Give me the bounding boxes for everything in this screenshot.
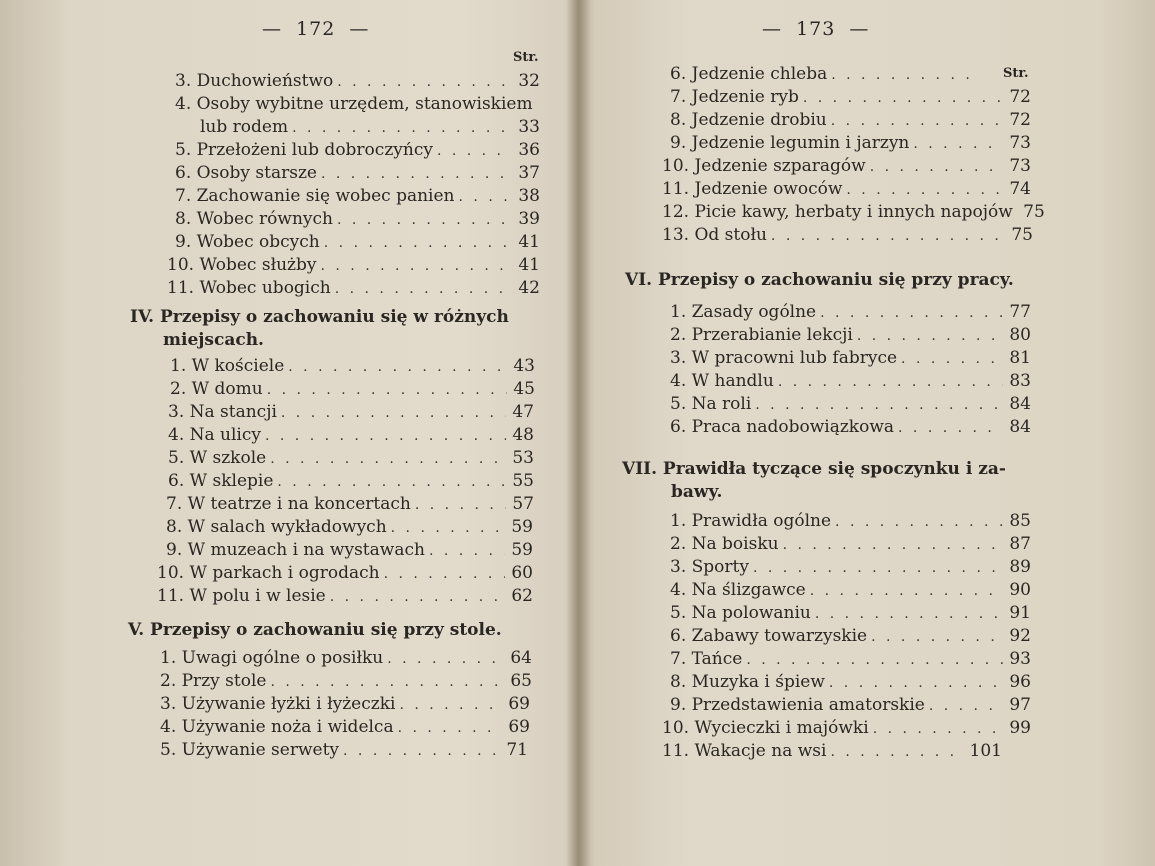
toc-entry-label: 9. W muzeach i na wystawach	[166, 540, 425, 560]
toc-entry-label: 7. Jedzenie ryb	[670, 87, 799, 107]
toc-entry-page: 48	[512, 425, 534, 445]
toc-entry-label: 7. W teatrze i na koncertach	[166, 494, 411, 514]
toc-entry-page: 81	[1009, 348, 1031, 368]
toc-entry	[160, 647, 532, 670]
toc-leader-dots	[281, 402, 506, 424]
section-heading-continued: miejscach.	[163, 330, 264, 350]
page-number: — 173 —	[762, 18, 870, 40]
toc-entry-label: 11. W polu i w lesie	[157, 586, 326, 606]
toc-entry	[670, 556, 1031, 579]
toc-entry-label: 1. Uwagi ogólne o posiłku	[160, 648, 384, 668]
toc-entry-page: 101	[969, 741, 1002, 761]
toc-entry	[166, 539, 533, 562]
toc-entry-page: 45	[513, 379, 535, 399]
toc-entry	[167, 254, 540, 277]
section-heading: V. Przepisy o zachowaniu się przy stole.	[128, 620, 502, 640]
toc-entry-label: 11. Jedzenie owoców	[662, 179, 843, 199]
toc-leader-dots	[901, 348, 1003, 370]
toc-entry	[662, 155, 1031, 178]
toc-entry-label: 5. Na roli	[670, 394, 752, 414]
toc-entry-page: 59	[511, 540, 533, 560]
toc-entry-page: 64	[510, 648, 532, 668]
toc-entry-page: 55	[512, 471, 534, 491]
toc-entry-label: 10. Jedzenie szparagów	[662, 156, 866, 176]
toc-leader-dots	[387, 648, 504, 670]
section-heading: IV. Przepisy o zachowaniu się w różnych	[130, 307, 509, 327]
toc-entry	[670, 510, 1031, 533]
toc-entry	[160, 670, 532, 693]
toc-leader-dots	[829, 672, 1003, 694]
toc-entry-page: 69	[508, 717, 530, 737]
toc-leader-dots	[277, 471, 506, 493]
toc-leader-dots	[335, 278, 512, 300]
toc-entry	[670, 109, 1031, 132]
toc-entry	[160, 739, 528, 762]
toc-leader-dots	[810, 580, 1003, 602]
toc-entry-label: 4. Na ulicy	[168, 425, 261, 445]
toc-entry-page: 60	[511, 563, 533, 583]
toc-leader-dots	[771, 225, 1005, 247]
toc-entry-page: 75	[1011, 225, 1033, 245]
toc-entry-label: 1. Zasady ogólne	[670, 302, 817, 322]
toc-leader-dots	[267, 379, 507, 401]
toc-entry	[670, 625, 1031, 648]
toc-entry-page: 42	[518, 278, 540, 298]
toc-entry	[662, 224, 1033, 247]
toc-entry	[170, 378, 535, 401]
toc-entry	[662, 201, 1045, 224]
toc-entry	[662, 717, 1031, 740]
toc-entry-label: 3. Używanie łyżki i łyżeczki	[160, 694, 396, 714]
toc-entry-page: 85	[1009, 511, 1031, 531]
toc-entry	[670, 671, 1031, 694]
toc-entry-label: 4. Używanie noża i widelca	[160, 717, 394, 737]
toc-entry	[670, 301, 1031, 324]
toc-entry-page: 80	[1009, 325, 1031, 345]
toc-entry	[662, 740, 1002, 763]
toc-entry-label: 9. Jedzenie legumin i jarzyn	[670, 133, 910, 153]
toc-leader-dots	[803, 87, 1003, 109]
toc-entry-label: 10. Wycieczki i majówki	[662, 718, 869, 738]
toc-leader-dots	[783, 534, 1003, 556]
toc-entry-page: 57	[512, 494, 534, 514]
toc-entry-page: 47	[512, 402, 534, 422]
toc-entry-label: 8. Jedzenie drobiu	[670, 110, 827, 130]
toc-entry-label: 4. Na ślizgawce	[670, 580, 806, 600]
toc-leader-dots	[321, 163, 512, 185]
toc-entry-label: 5. Używanie serwety	[160, 740, 340, 760]
toc-entry-label: 11. Wobec ubogich	[167, 278, 331, 298]
toc-entry-label: 5. W szkole	[168, 448, 267, 468]
toc-entry	[175, 162, 540, 185]
toc-leader-dots	[343, 740, 500, 762]
toc-entry-label: 6. Jedzenie chleba	[670, 64, 828, 84]
toc-entry-page: 84	[1009, 417, 1031, 437]
page-number: — 172 —	[262, 18, 370, 40]
toc-entry-page: 96	[1009, 672, 1031, 692]
toc-entry	[670, 370, 1031, 393]
toc-entry-page: 43	[513, 356, 535, 376]
toc-leader-dots	[929, 695, 1003, 717]
toc-leader-dots	[415, 494, 506, 516]
page-column-header: Str.	[1003, 66, 1029, 81]
toc-entry	[157, 585, 533, 608]
toc-leader-dots	[913, 133, 1003, 155]
toc-entry	[670, 416, 1031, 439]
toc-entry	[670, 132, 1031, 155]
toc-entry	[670, 648, 1031, 671]
toc-entry-page: 72	[1009, 87, 1031, 107]
toc-leader-dots	[459, 186, 512, 208]
toc-entry	[157, 562, 533, 585]
toc-leader-dots	[830, 741, 965, 763]
toc-leader-dots	[870, 156, 1003, 178]
toc-leader-dots	[330, 586, 505, 608]
toc-entry-page: 91	[1009, 603, 1031, 623]
toc-entry	[168, 424, 534, 447]
toc-entry	[670, 63, 1000, 86]
toc-entry	[167, 277, 540, 300]
toc-entry-page: 41	[518, 255, 540, 275]
toc-entry	[670, 694, 1031, 717]
toc-entry	[670, 579, 1031, 602]
toc-entry	[670, 347, 1031, 370]
toc-leader-dots	[288, 356, 507, 378]
toc-entry-label: 9. Wobec obcych	[175, 232, 320, 252]
toc-entry-page: 33	[518, 117, 540, 137]
toc-entry-page: 72	[1009, 110, 1031, 130]
toc-entry	[200, 116, 540, 139]
toc-leader-dots	[324, 232, 512, 254]
toc-entry-label: 6. W sklepie	[168, 471, 274, 491]
toc-entry-label: 3. W pracowni lub fabryce	[670, 348, 898, 368]
toc-leader-dots	[857, 325, 1003, 347]
section-heading: VI. Przepisy o zachowaniu się przy pracy.	[625, 270, 1014, 290]
toc-leader-dots	[337, 209, 512, 231]
toc-leader-dots	[391, 517, 505, 539]
toc-entry-label: 9. Przedstawienia amatorskie	[670, 695, 925, 715]
page-column-header: Str.	[513, 50, 539, 65]
toc-entry	[175, 139, 540, 162]
toc-entry-label: 8. W salach wykładowych	[166, 517, 387, 537]
toc-entry-page: 92	[1009, 626, 1031, 646]
toc-entry-label: 5. Na polowaniu	[670, 603, 811, 623]
toc-entry-label: 3. Na stancji	[168, 402, 277, 422]
toc-entry-label: 6. Osoby starsze	[175, 163, 317, 183]
toc-entry-page: 89	[1009, 557, 1031, 577]
toc-leader-dots	[898, 417, 1003, 439]
section-heading: VII. Prawidła tyczące się spoczynku i za-	[622, 459, 1006, 479]
toc-entry	[670, 533, 1031, 556]
toc-entry-page: 39	[518, 209, 540, 229]
toc-entry-label: 3. Duchowieństwo	[175, 71, 334, 91]
toc-leader-dots	[815, 603, 1003, 625]
right-page	[578, 0, 1155, 866]
toc-entry-label: 4. Osoby wybitne urzędem, stanowiskiem	[175, 94, 533, 114]
toc-entry	[168, 470, 534, 493]
toc-entry-page: 73	[1009, 133, 1031, 153]
toc-entry-page: 53	[512, 448, 534, 468]
toc-entry-label: 4. W handlu	[670, 371, 774, 391]
toc-entry-page: 77	[1009, 302, 1031, 322]
toc-entry-label: 1. W kościele	[170, 356, 285, 376]
toc-entry	[670, 393, 1031, 416]
toc-entry	[670, 86, 1031, 109]
toc-entry	[168, 401, 534, 424]
toc-entry-page: 73	[1009, 156, 1031, 176]
toc-entry-page: 38	[518, 186, 540, 206]
toc-entry-page: 84	[1009, 394, 1031, 414]
toc-leader-dots	[292, 117, 512, 139]
toc-entry-label: 1. Prawidła ogólne	[670, 511, 832, 531]
toc-entry-label: 7. Tańce	[670, 649, 743, 669]
toc-leader-dots	[437, 140, 512, 162]
toc-entry	[670, 602, 1031, 625]
toc-entry-page: 36	[518, 140, 540, 160]
toc-entry-label: 3. Sporty	[670, 557, 749, 577]
toc-entry	[662, 178, 1031, 201]
toc-entry-label: 2. Na boisku	[670, 534, 779, 554]
toc-entry-page: 83	[1009, 371, 1031, 391]
toc-entry-label: 13. Od stołu	[662, 225, 767, 245]
toc-entry-page: 90	[1009, 580, 1031, 600]
toc-entry-label: 7. Zachowanie się wobec panien	[175, 186, 455, 206]
toc-entry	[175, 185, 540, 208]
toc-entry-page: 97	[1009, 695, 1031, 715]
toc-leader-dots	[820, 302, 1003, 324]
toc-entry	[670, 324, 1031, 347]
toc-leader-dots	[835, 511, 1003, 533]
toc-entry-page: 99	[1009, 718, 1031, 738]
toc-leader-dots	[321, 255, 513, 277]
toc-leader-dots	[337, 71, 512, 93]
toc-entry-label: 10. W parkach i ogrodach	[157, 563, 380, 583]
section-heading-continued: bawy.	[671, 482, 723, 502]
toc-entry-page: 41	[518, 232, 540, 252]
toc-entry-label: 2. Przerabianie lekcji	[670, 325, 853, 345]
toc-leader-dots	[384, 563, 505, 585]
toc-entry-label: 5. Przełożeni lub dobroczyńcy	[175, 140, 433, 160]
toc-entry-label: lub rodem	[200, 117, 289, 137]
toc-leader-dots	[871, 626, 1003, 648]
toc-leader-dots	[265, 425, 506, 447]
toc-leader-dots	[398, 717, 502, 739]
toc-entry	[160, 693, 530, 716]
toc-entry-label: 2. W domu	[170, 379, 263, 399]
toc-entry-page: 32	[518, 71, 540, 91]
toc-entry-label: 11. Wakacje na wsi	[662, 741, 827, 761]
toc-leader-dots	[270, 448, 506, 470]
toc-leader-dots	[399, 694, 502, 716]
toc-leader-dots	[753, 557, 1003, 579]
toc-entry	[166, 516, 533, 539]
toc-entry	[166, 493, 534, 516]
toc-leader-dots	[778, 371, 1003, 393]
toc-entry-page: 37	[518, 163, 540, 183]
toc-leader-dots	[270, 671, 504, 693]
toc-leader-dots	[831, 64, 972, 86]
toc-entry	[170, 355, 535, 378]
toc-entry	[175, 231, 540, 254]
toc-entry-label: 6. Zabawy towarzyskie	[670, 626, 868, 646]
toc-entry-label: 8. Wobec równych	[175, 209, 333, 229]
toc-entry-page: 65	[510, 671, 532, 691]
toc-entry-page: 75	[1023, 202, 1045, 222]
toc-entry-label: 2. Przy stole	[160, 671, 267, 691]
toc-leader-dots	[873, 718, 1003, 740]
toc-entry-page: 69	[508, 694, 530, 714]
toc-entry-page: 59	[511, 517, 533, 537]
toc-entry-page: 87	[1009, 534, 1031, 554]
toc-entry-page: 62	[511, 586, 533, 606]
toc-leader-dots	[746, 649, 1003, 671]
toc-entry	[168, 447, 534, 470]
toc-entry	[160, 716, 530, 739]
toc-leader-dots	[831, 110, 1003, 132]
toc-entry	[175, 70, 540, 93]
toc-entry-label: 8. Muzyka i śpiew	[670, 672, 825, 692]
toc-leader-dots	[846, 179, 1003, 201]
toc-entry-label: 6. Praca nadobowiązkowa	[670, 417, 895, 437]
toc-entry-page: 74	[1009, 179, 1031, 199]
toc-entry-label: 10. Wobec służby	[167, 255, 317, 275]
toc-entry-page: 71	[506, 740, 528, 760]
toc-entry	[175, 208, 540, 231]
toc-leader-dots	[755, 394, 1003, 416]
toc-entry-label: 12. Picie kawy, herbaty i innych napojów	[662, 202, 1013, 222]
toc-entry-page: 93	[1009, 649, 1031, 669]
toc-leader-dots	[429, 540, 505, 562]
